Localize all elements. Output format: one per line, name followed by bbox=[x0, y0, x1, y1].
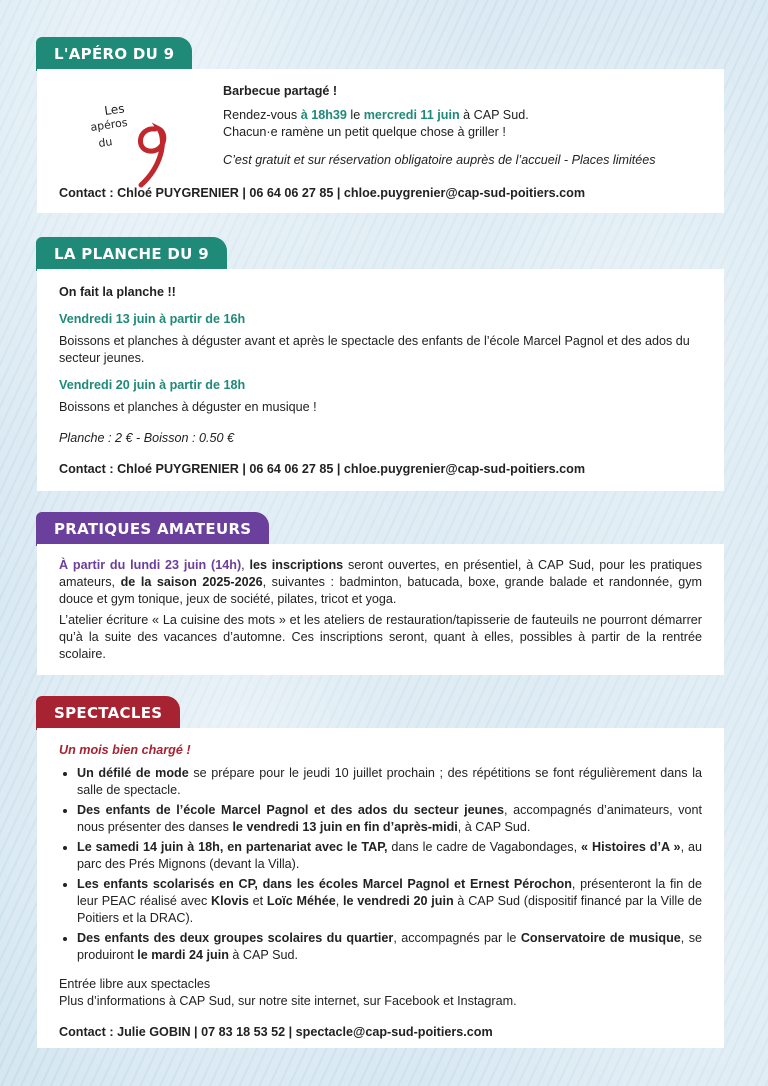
list-item bbox=[77, 765, 702, 799]
apero-card bbox=[37, 69, 724, 213]
item-text-3: , bbox=[335, 894, 343, 908]
item-highlight-3: le mardi 24 juin bbox=[137, 948, 229, 962]
apero-rdv-text: Rendez-vous bbox=[223, 108, 301, 122]
spectacles-more-info: Plus d’informations à CAP Sud, sur notre site internet, sur Facebook et Instagram. bbox=[59, 994, 517, 1008]
item-text: se prépare pour le jeudi 10 juillet prochain ; des répétitions se font régulièrement dans la salle de spectacle. bbox=[77, 766, 702, 797]
list-item bbox=[77, 930, 702, 964]
apero-contact: Contact : Chloé PUYGRENIER | 06 64 06 27 85 | chloe.puygrenier@cap-sud-poitiers.com bbox=[59, 186, 586, 200]
pratiques-inscriptions: les inscriptions bbox=[249, 558, 344, 572]
item-text-2: , à CAP Sud. bbox=[457, 820, 531, 834]
item-text: , accompagnés par le bbox=[393, 931, 521, 945]
item-highlight-4: le vendredi 20 juin bbox=[343, 894, 454, 908]
pratiques-paragraph-1 bbox=[59, 557, 702, 608]
item-text-2: et bbox=[248, 894, 267, 908]
planche-title: On fait la planche !! bbox=[59, 285, 176, 299]
spectacles-subtitle: Un mois bien chargé ! bbox=[59, 743, 191, 757]
spectacles-card bbox=[37, 728, 724, 1048]
planche-desc-2: Boissons et planches à déguster en musique ! bbox=[59, 400, 317, 414]
item-highlight-2: « Histoires d’A » bbox=[581, 840, 681, 854]
item-highlight-2: le vendredi 13 juin en fin d’après-midi bbox=[232, 820, 458, 834]
pratiques-text-c: , suivantes : badminton, batucada, boxe, grande balade et randonnée, gym douce et gym tonique, jeux de société, pilates, tricot et yoga. bbox=[59, 575, 702, 606]
item-text-4: à CAP Sud (dispositif financé par la Ville de Poitiers et la DRAC). bbox=[77, 894, 702, 925]
pratiques-text-b: seront ouvertes, en présentiel, à CAP Sud, pour les pratiques amateurs, bbox=[59, 558, 702, 589]
aperos-du-9-logo bbox=[77, 89, 197, 189]
list-item bbox=[77, 876, 702, 927]
logo-text-du: du bbox=[97, 135, 114, 150]
item-text: , accompagnés d’animateurs, vont nous présenter des danses bbox=[77, 803, 702, 834]
pratiques-paragraph-2: L’atelier écriture « La cuisine des mots » et les ateliers de restauration/tapisserie de fauteuils ne pourront démarrer qu’à la suite des vacances d’automne. Ces inscriptions seront, quant à elles, possibles à partir de la rentrée scolaire. bbox=[59, 613, 702, 661]
item-highlight: Des enfants des deux groupes scolaires du quartier bbox=[77, 931, 394, 945]
spectacles-section-tab: SPECTACLES bbox=[36, 696, 180, 730]
item-text-2: , se produiront bbox=[77, 931, 702, 962]
spectacles-free-entry: Entrée libre aux spectacles bbox=[59, 977, 211, 991]
planche-contact: Contact : Chloé PUYGRENIER | 06 64 06 27 85 | chloe.puygrenier@cap-sud-poitiers.com bbox=[59, 462, 586, 476]
item-highlight-2: Conservatoire de musique bbox=[520, 931, 681, 945]
apero-rdv-text-2: le bbox=[346, 108, 364, 122]
planche-card bbox=[37, 269, 724, 491]
planche-prices: Planche : 2 € - Boisson : 0.50 € bbox=[59, 431, 235, 445]
pratiques-text-a: , bbox=[241, 558, 250, 572]
apero-time: à 18h39 bbox=[300, 108, 347, 122]
planche-desc-1: Boissons et planches à déguster avant et après le spectacle des enfants de l’école Marcel Pagnol et des ados du secteur jeunes. bbox=[59, 334, 690, 365]
logo-nine-shape bbox=[140, 129, 163, 185]
spectacles-list bbox=[59, 765, 702, 964]
item-text-3: à CAP Sud. bbox=[228, 948, 298, 962]
list-item bbox=[77, 802, 702, 836]
list-item bbox=[77, 839, 702, 873]
item-highlight: Les enfants scolarisés en CP, dans les écoles Marcel Pagnol et Ernest Pérochon bbox=[77, 877, 572, 891]
spectacles-contact: Contact : Julie GOBIN | 07 83 18 53 52 | spectacle@cap-sud-poitiers.com bbox=[59, 1025, 493, 1039]
pratiques-card bbox=[37, 544, 724, 675]
item-text: , présenteront la fin de leur PEAC réalisé avec bbox=[77, 877, 703, 908]
item-text: dans le cadre de Vagabondages, bbox=[387, 840, 582, 854]
pratiques-start-date: À partir du lundi 23 juin (14h) bbox=[59, 558, 242, 572]
apero-title: Barbecue partagé ! bbox=[223, 84, 338, 98]
planche-date-1: Vendredi 13 juin à partir de 16h bbox=[59, 312, 246, 326]
apero-rdv-line bbox=[223, 107, 703, 124]
logo-text-aperos: apéros bbox=[89, 115, 129, 134]
apero-rdv-text-3: à CAP Sud. bbox=[459, 108, 529, 122]
pratiques-section-tab: PRATIQUES AMATEURS bbox=[36, 512, 269, 546]
apero-note: C’est gratuit et sur réservation obligatoire auprès de l’accueil - Places limitées bbox=[223, 153, 656, 167]
item-highlight-2: Klovis bbox=[211, 894, 249, 908]
item-highlight: Des enfants de l’école Marcel Pagnol et des ados du secteur jeunes bbox=[77, 803, 505, 817]
item-text-2: , au parc des Prés Mignons (devant la Villa). bbox=[77, 840, 703, 871]
item-highlight: Le samedi 14 juin à 18h, en partenariat avec le TAP, bbox=[77, 840, 388, 854]
apero-date: mercredi 11 juin bbox=[363, 108, 460, 122]
logo-text-les: Les bbox=[103, 101, 126, 118]
apero-section-tab: L'APÉRO DU 9 bbox=[36, 37, 192, 71]
planche-section-tab: LA PLANCHE DU 9 bbox=[36, 237, 227, 271]
apero-bring-line: Chacun·e ramène un petit quelque chose à griller ! bbox=[223, 125, 506, 139]
planche-date-2: Vendredi 20 juin à partir de 18h bbox=[59, 378, 246, 392]
item-highlight: Un défilé de mode bbox=[77, 766, 189, 780]
pratiques-season: de la saison 2025-2026 bbox=[120, 575, 263, 589]
item-highlight-3: Loïc Méhée bbox=[266, 894, 336, 908]
